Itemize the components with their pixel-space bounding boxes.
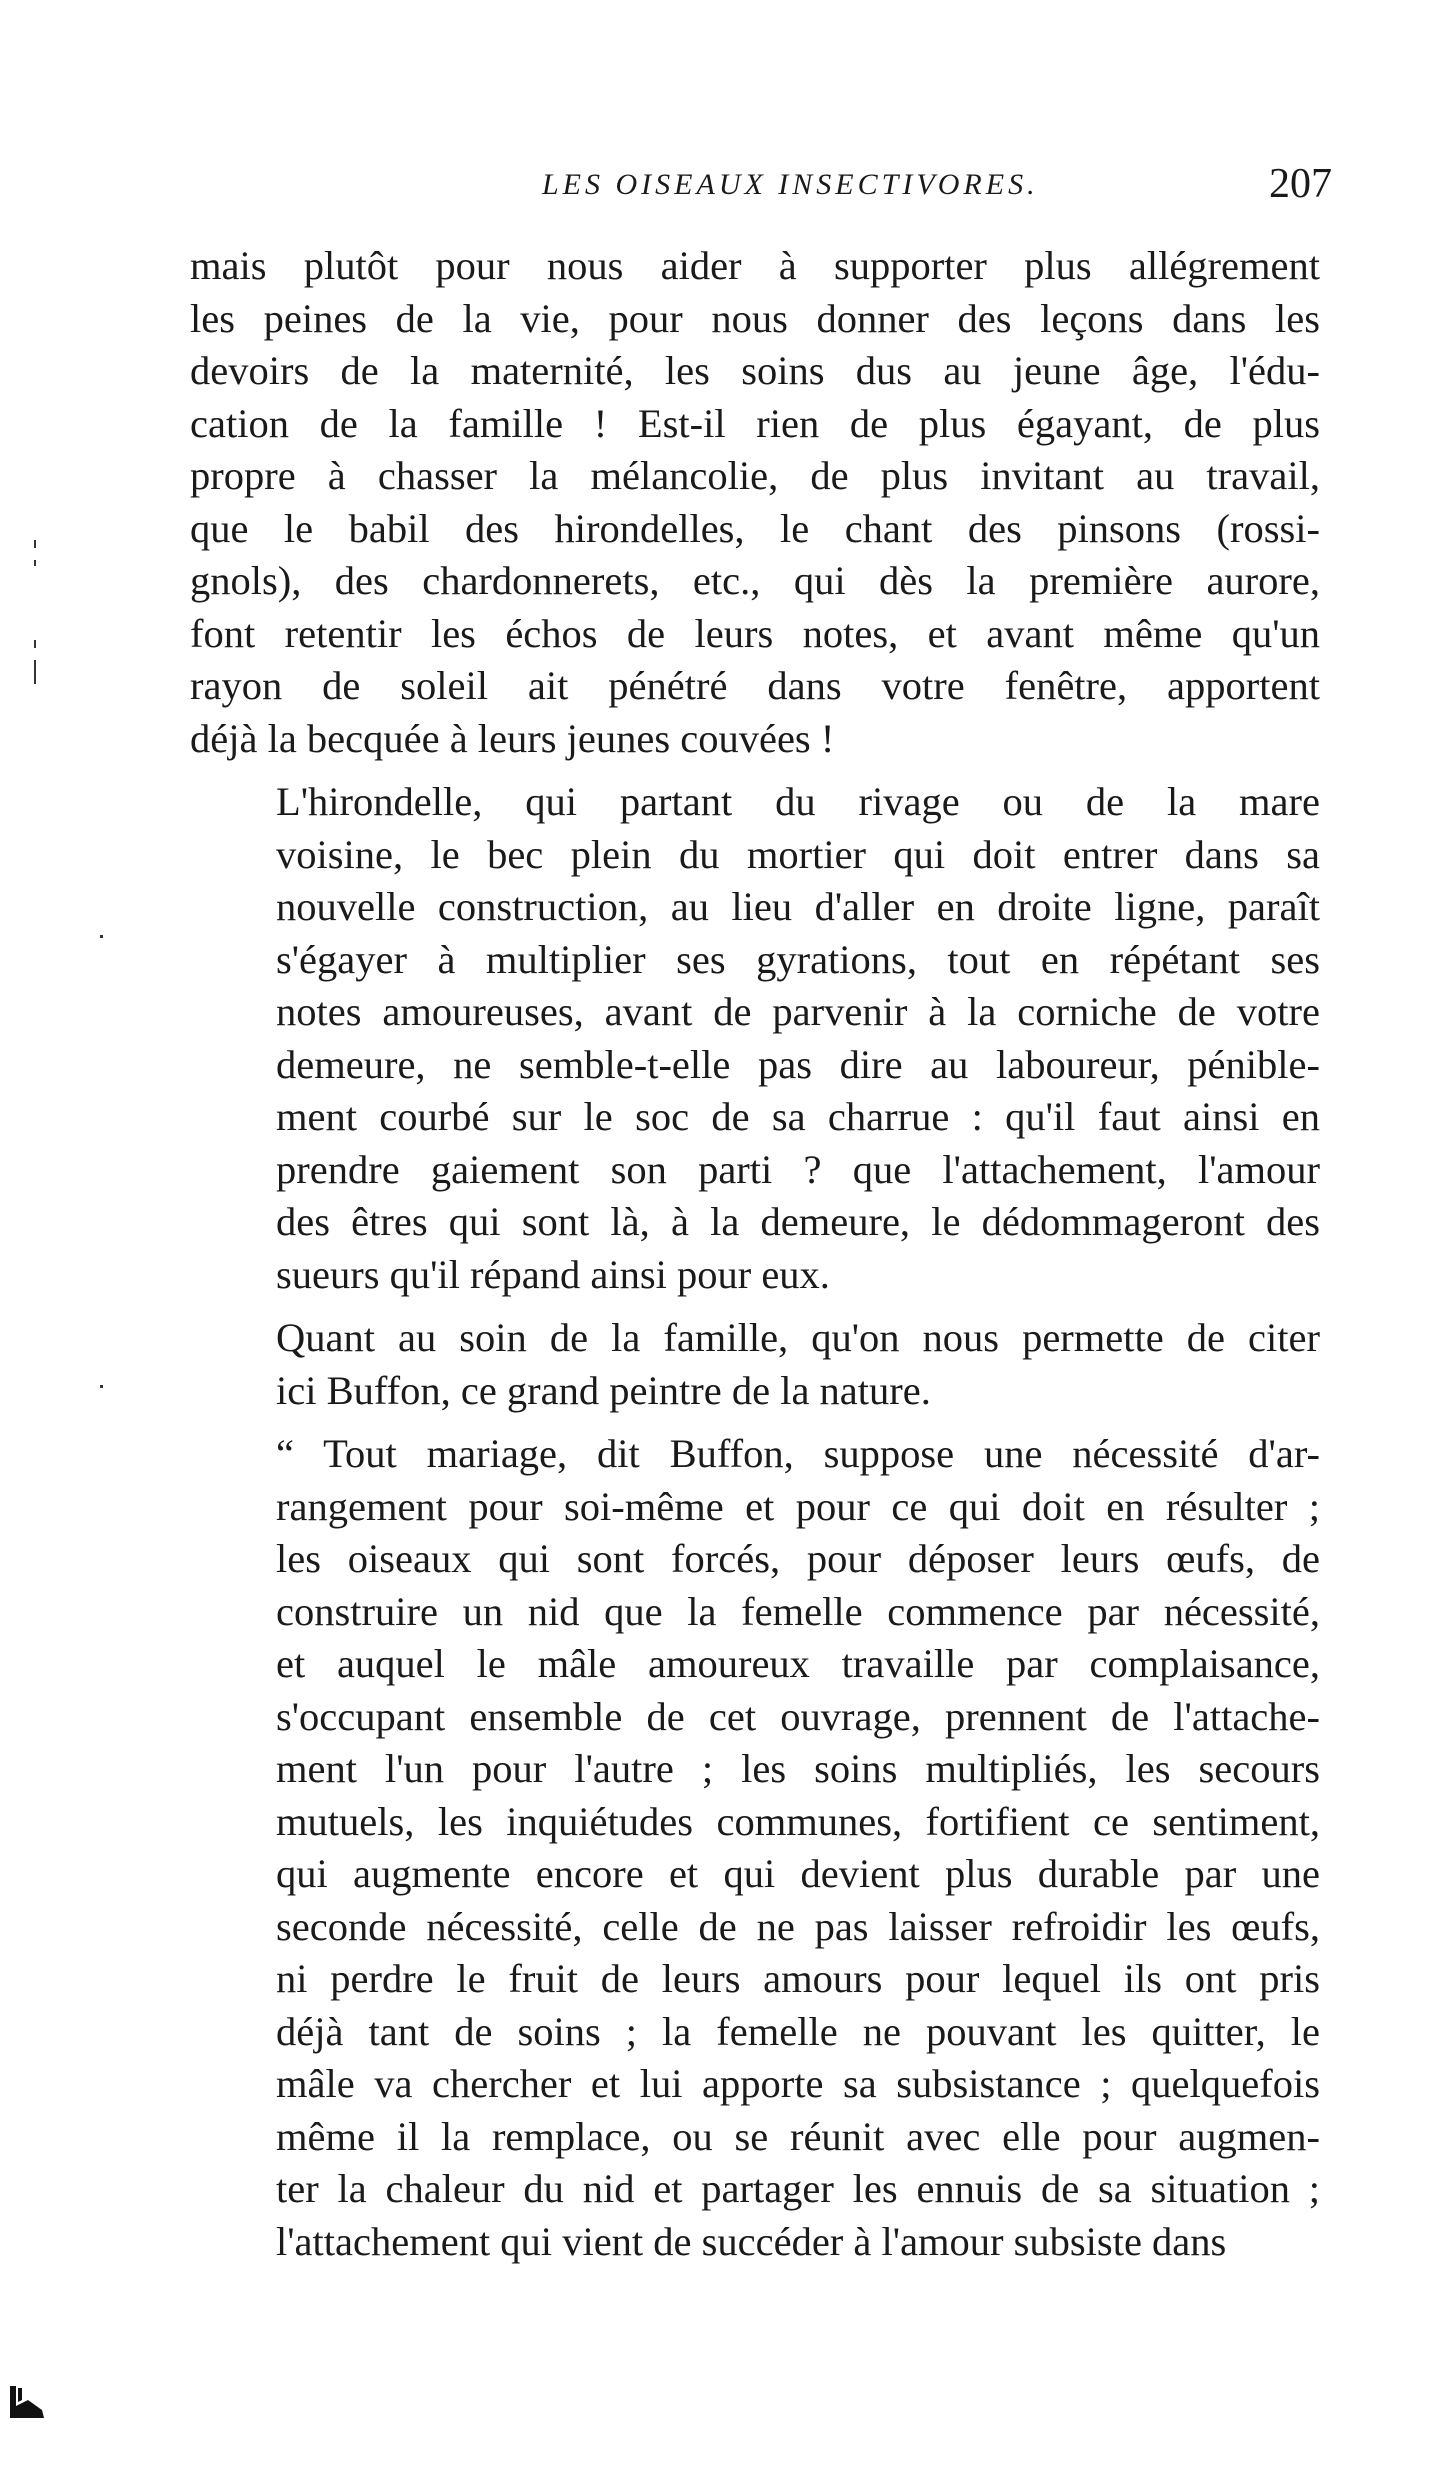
text-line: que le babil des hirondelles, le chant des pinsons (rossi- — [190, 505, 1320, 551]
text-line: ment courbé sur le soc de sa charrue : qu'il faut ainsi en — [276, 1094, 1320, 1139]
text-line: ment l'un pour l'autre ; les soins multipliés, les secours — [276, 1746, 1320, 1791]
text-line: sueurs qu'il répand ainsi pour eux. — [276, 1251, 830, 1297]
text-line: notes amoureuses, avant de parvenir à la corniche de votre — [276, 989, 1320, 1034]
text-line: les oiseaux qui sont forcés, pour déposer leurs œufs, de — [276, 1536, 1320, 1581]
text-line: ter la chaleur du nid et partager les ennuis de sa situation ; — [276, 2166, 1320, 2211]
margin-mark — [34, 560, 36, 566]
page-number: 207 — [1269, 161, 1332, 207]
margin-mark — [34, 660, 36, 684]
text-line: rangement pour soi-même et pour ce qui doit en résulter ; — [276, 1483, 1320, 1529]
text-line: Quant au soin de la famille, qu'on nous permette de citer — [276, 1315, 1320, 1360]
text-line: voisine, le bec plein du mortier qui doit entrer dans sa — [276, 831, 1320, 877]
scan-corner-mark-icon — [8, 2380, 48, 2420]
text-line: cation de la famille ! Est-il rien de plus égayant, de plus — [190, 400, 1320, 446]
text-line: seconde nécessité, celle de ne pas laisser refroidir les œufs, — [276, 1903, 1320, 1949]
text-line: et auquel le mâle amoureux travaille par complaisance, — [276, 1641, 1320, 1686]
paragraph — [190, 776, 1320, 1301]
paragraph — [190, 240, 1320, 765]
running-title: LES OISEAUX INSECTIVORES. — [542, 168, 1039, 201]
text-line: demeure, ne semble-t-elle pas dire au laboureur, pénible- — [276, 1041, 1320, 1087]
text-line: même il la remplace, ou se réunit avec elle pour augmen- — [276, 2113, 1320, 2159]
text-line: nouvelle construction, au lieu d'aller en droite ligne, paraît — [276, 884, 1320, 929]
text-line: “ Tout mariage, dit Buffon, suppose une nécessité d'ar- — [276, 1431, 1320, 1476]
text-line: les peines de la vie, pour nous donner des leçons dans les — [190, 295, 1320, 341]
text-line: rayon de soleil ait pénétré dans votre fenêtre, apportent — [190, 663, 1320, 708]
body-text — [190, 240, 1320, 2279]
text-line: déjà tant de soins ; la femelle ne pouvant les quitter, le — [276, 2008, 1320, 2054]
margin-mark — [34, 640, 36, 648]
margin-mark — [34, 540, 36, 548]
text-line: mais plutôt pour nous aider à supporter plus allégrement — [190, 243, 1320, 288]
text-line: prendre gaiement son parti ? que l'attachement, l'amour — [276, 1146, 1320, 1192]
paragraph — [190, 1428, 1320, 2268]
margin-mark — [100, 935, 103, 938]
margin-mark — [100, 1385, 103, 1388]
text-line: L'hirondelle, qui partant du rivage ou de la mare — [276, 779, 1320, 824]
page-header — [190, 161, 1332, 218]
text-line: déjà la becquée à leurs jeunes couvées ! — [190, 715, 835, 761]
text-line: propre à chasser la mélancolie, de plus invitant au travail, — [190, 453, 1320, 498]
text-line: devoirs de la maternité, les soins dus au jeune âge, l'édu- — [190, 348, 1320, 393]
paragraph — [190, 1312, 1320, 1417]
text-line: gnols), des chardonnerets, etc., qui dès la première aurore, — [190, 558, 1320, 603]
text-line: construire un nid que la femelle commence par nécessité, — [276, 1588, 1320, 1634]
text-line: ici Buffon, ce grand peintre de la nature. — [276, 1367, 931, 1413]
text-line: font retentir les échos de leurs notes, et avant même qu'un — [190, 610, 1320, 656]
text-line: qui augmente encore et qui devient plus durable par une — [276, 1851, 1320, 1896]
text-line: ni perdre le fruit de leurs amours pour lequel ils ont pris — [276, 1956, 1320, 2001]
text-line: l'attachement qui vient de succéder à l'amour subsiste dans — [276, 2218, 1227, 2264]
text-line: des êtres qui sont là, à la demeure, le dédommageront des — [276, 1199, 1320, 1244]
text-line: mutuels, les inquiétudes communes, fortifient ce sentiment, — [276, 1798, 1320, 1844]
text-line: s'occupant ensemble de cet ouvrage, prennent de l'attache- — [276, 1693, 1320, 1739]
text-line: s'égayer à multiplier ses gyrations, tout en répétant ses — [276, 936, 1320, 982]
text-line: mâle va chercher et lui apporte sa subsistance ; quelquefois — [276, 2061, 1320, 2106]
